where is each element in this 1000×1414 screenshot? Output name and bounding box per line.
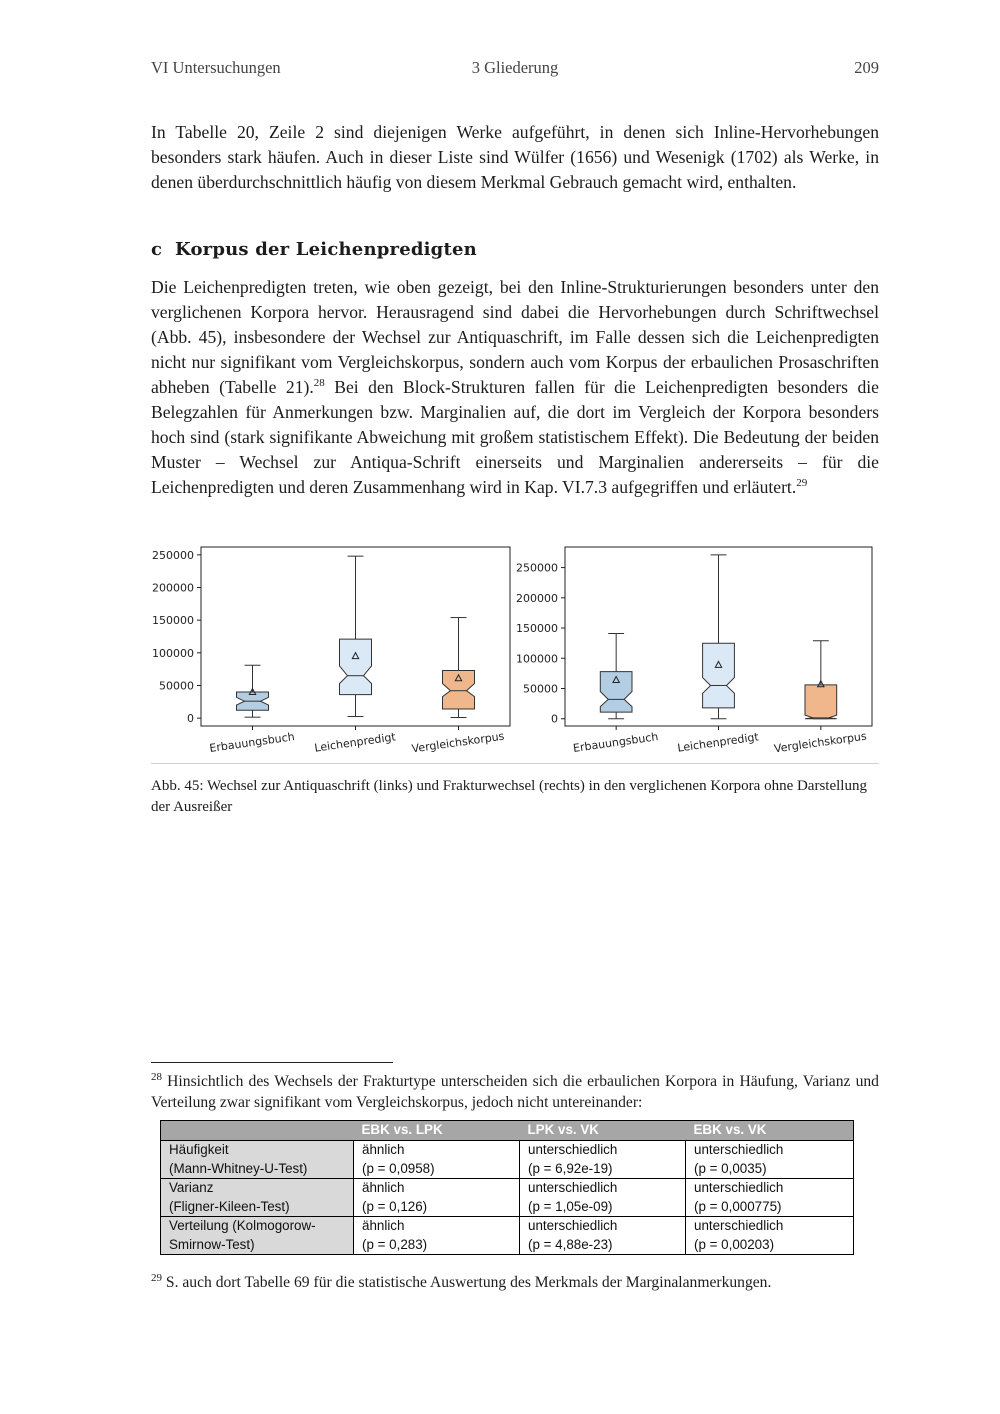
running-head-section: 3 Gliederung — [471, 58, 559, 77]
cell-line: (p = 1,05e-09) — [528, 1198, 613, 1214]
box-erbauungsbuch — [600, 672, 632, 713]
cell-line: (p = 0,0035) — [694, 1160, 767, 1176]
table-header-row — [161, 1121, 854, 1141]
paragraph-inline-highlights: In Tabelle 20, Zeile 2 sind diejenigen Werke aufgeführt, in denen sich Inline-Hervorhebungen besonders stark häufen. Auch in dieser Liste sind Wülfer (1656) und Wesenigk (1702) als Werke, in denen überdurchschnittlich häufig von diesem Merkmal Gebrauch gemacht wird, enthalten. — [151, 122, 879, 192]
table-header-ebk-lpk: EBK vs. LPK — [354, 1121, 520, 1141]
table-row — [161, 1179, 854, 1217]
boxplot-fraktur — [516, 547, 872, 755]
cell-line: ähnlich — [362, 1218, 405, 1233]
cell-line: unterschiedlich — [528, 1142, 618, 1157]
table-cell — [686, 1141, 854, 1179]
cell-line: unterschiedlich — [694, 1180, 784, 1195]
cell-line: ähnlich — [362, 1142, 405, 1157]
cell-line: unterschiedlich — [528, 1180, 618, 1195]
table-cell — [686, 1179, 854, 1217]
x-tick-label: Leichenpredigt — [313, 730, 397, 755]
running-head — [151, 58, 879, 82]
section-letter: c — [151, 239, 163, 260]
section-heading — [151, 239, 477, 260]
cell-line: (p = 0,0958) — [362, 1160, 435, 1176]
table-header-ebk-vk: EBK vs. VK — [686, 1121, 854, 1141]
x-tick-label: Vergleichskorpus — [410, 729, 506, 756]
paragraph-text-part1: Die Leichenpredigten treten, wie oben gezeigt, bei den Inline-Strukturierungen besonders unter den verglichenen Korpora hervor. Herausragend sind dabei die Hervorhebungen durch Schriftwechsel (Abb. 45), insbesondere der Wechsel zur Antiquaschrift, im Falle dessen sich die Leichenpredigten nicht nur signifikant vom Vergleichskorpus, sondern auch vom Korpus der erbaulichen Prosaschriften abheben (Tabelle 21). — [151, 277, 879, 397]
table-header-empty — [161, 1121, 354, 1141]
cell-line: (p = 4,88e-23) — [528, 1236, 613, 1252]
running-head-chapter: VI Untersuchungen — [151, 58, 281, 77]
y-tick-label: 250000 — [516, 561, 558, 575]
table-cell — [354, 1179, 520, 1217]
x-tick-label: Vergleichskorpus — [773, 729, 868, 756]
y-tick-label: 250000 — [152, 548, 194, 562]
table-row — [161, 1141, 854, 1179]
y-tick-label: 0 — [187, 712, 194, 726]
footnote-separator — [151, 1062, 393, 1063]
cell-line: (Mann-Whitney-U-Test) — [169, 1160, 308, 1176]
table-row-head — [161, 1179, 354, 1217]
cell-line: Smirnow-Test) — [169, 1236, 255, 1252]
cell-line: Verteilung (Kolmogorow- — [169, 1218, 316, 1233]
footnote-28 — [151, 1071, 879, 1113]
cell-line: unterschiedlich — [528, 1218, 618, 1233]
cell-line: Häufigkeit — [169, 1142, 229, 1157]
y-tick-label: 100000 — [152, 646, 194, 660]
y-tick-label: 50000 — [523, 682, 558, 696]
y-tick-label: 100000 — [516, 652, 558, 666]
cell-line: (p = 6,92e-19) — [528, 1160, 613, 1176]
y-tick-label: 200000 — [516, 591, 558, 605]
table-cell — [520, 1141, 686, 1179]
cell-line: (p = 0,000775) — [694, 1198, 782, 1214]
footnote-ref-29[interactable]: 29 — [796, 477, 808, 490]
table-cell — [354, 1217, 520, 1255]
y-tick-label: 50000 — [159, 679, 194, 693]
paragraph-text-part2: Bei den Block-Strukturen fallen für die Leichenpredigten besonders die Belegzahlen für Anmerkungen bzw. Marginalien auf, die dort im Vergleich der Korpora besonders hoch sind (stark signifikante Abweichung mit großem statistischem Effekt). Die Bedeutung der beiden Muster – Wechsel zur Antiqua-Schrift einerseits und Marginalien andererseits – für die Leichenpredigten und deren Zusammenhang wird in Kap. VI.7.3 aufgegriffen und erläutert. — [151, 377, 879, 497]
footnote-ref-28[interactable]: 28 — [313, 377, 325, 390]
y-tick-label: 150000 — [152, 614, 194, 628]
y-tick-label: 150000 — [516, 622, 558, 636]
cell-line: unterschiedlich — [694, 1218, 784, 1233]
table-cell — [520, 1179, 686, 1217]
box-leichenpredigt — [703, 643, 735, 708]
x-tick-label: Leichenpredigt — [676, 730, 760, 755]
boxplot-figure — [140, 536, 885, 761]
cell-line: (p = 0,00203) — [694, 1236, 775, 1252]
box-leichenpredigt — [340, 639, 372, 695]
significance-table — [160, 1120, 854, 1255]
cell-line: Varianz — [169, 1180, 214, 1195]
footnote-number-29: 29 — [151, 1271, 162, 1284]
cell-line: unterschiedlich — [694, 1142, 784, 1157]
page-number: 209 — [854, 58, 879, 77]
table-cell — [686, 1217, 854, 1255]
table-cell — [354, 1141, 520, 1179]
footnote-29 — [151, 1272, 879, 1293]
table-cell — [520, 1217, 686, 1255]
cell-line: (p = 0,283) — [362, 1236, 428, 1252]
cell-line: ähnlich — [362, 1180, 405, 1195]
section-title: Korpus der Leichenpredigten — [175, 239, 477, 260]
box-vergleichskorpus — [443, 671, 475, 710]
x-tick-label: Erbauungsbuch — [572, 730, 660, 755]
footnote-text-28: Hinsichtlich des Wechsels der Frakturtype unterscheiden sich die erbaulichen Korpora in Häufung, Varianz und Verteilung zwar signifikant vom Vergleichskorpus, jedoch nicht untereinander: — [151, 1073, 879, 1111]
y-tick-label: 0 — [551, 712, 558, 726]
footnote-number-28: 28 — [151, 1070, 162, 1083]
figure-caption: Abb. 45: Wechsel zur Antiquaschrift (links) und Frakturwechsel (rechts) in den verglichenen Korpora ohne Darstellung der Ausreißer — [151, 778, 867, 815]
paragraph-funeral-sermons — [151, 275, 879, 500]
footnote-text-29: S. auch dort Tabelle 69 für die statistische Auswertung des Merkmals der Marginalanmerkungen. — [165, 1274, 772, 1291]
table-header-lpk-vk: LPK vs. VK — [520, 1121, 686, 1141]
figure-divider — [151, 763, 879, 764]
y-tick-label: 200000 — [152, 581, 194, 595]
table-row-head — [161, 1217, 354, 1255]
table-row — [161, 1217, 854, 1255]
cell-line: (Fligner-Kileen-Test) — [169, 1198, 290, 1214]
cell-line: (p = 0,126) — [362, 1198, 428, 1214]
boxplot-antiqua — [152, 547, 510, 755]
table-row-head — [161, 1141, 354, 1179]
box-vergleichskorpus — [805, 685, 837, 719]
x-tick-label: Erbauungsbuch — [208, 730, 296, 755]
